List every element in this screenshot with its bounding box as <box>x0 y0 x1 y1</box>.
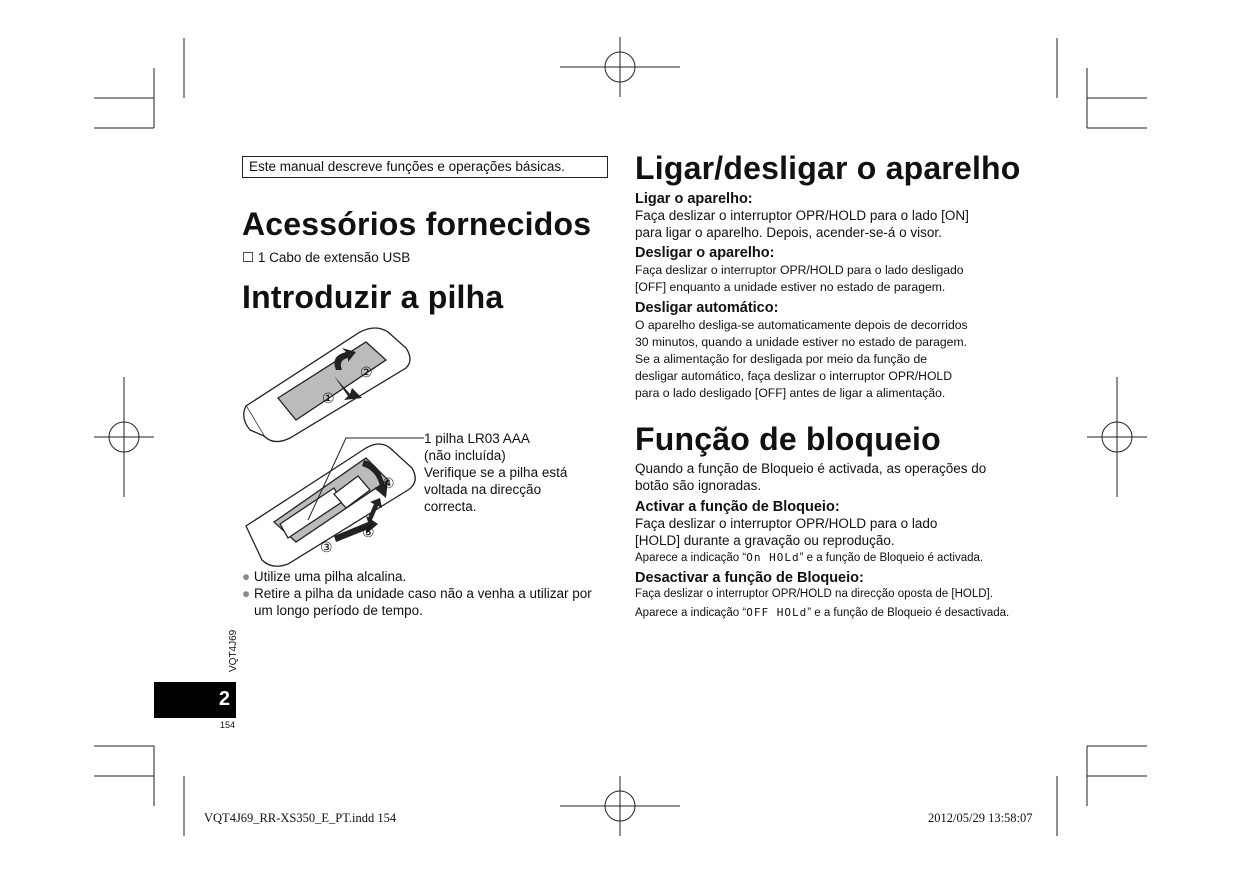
callout-line-4: voltada na direcção <box>424 482 542 497</box>
lock-deactivate-note: Aparece a indicação “OFF HOLd” e a função de Bloqueio é desactivada. <box>635 606 1010 619</box>
accessory-label: 1 Cabo de extensão USB <box>257 250 411 265</box>
callout-line-2: (não incluída) <box>424 448 506 463</box>
power-off-text: Faça deslizar o interruptor OPR/HOLD para o lado desligado [OFF] enquanto a unidade estiver no estado de paragem. <box>635 263 964 294</box>
auto-off-heading: Desligar automático: <box>635 300 779 316</box>
lock-deactivate-text: Faça deslizar o interruptor OPR/HOLD na direcção oposta de [HOLD]. <box>635 588 993 600</box>
callout-line-5: correcta. <box>424 499 477 514</box>
footer-timestamp: 2012/05/29 13:58:07 <box>928 811 1033 825</box>
battery-title: Introduzir a pilha <box>242 279 504 315</box>
lock-activate-heading: Activar a função de Bloqueio: <box>635 499 840 515</box>
lock-activate-note: Aparece a indicação “On HOLd” e a função de Bloqueio é activada. <box>635 551 984 564</box>
section-tab <box>154 682 236 718</box>
step-marker-5: ⑤ <box>362 524 375 540</box>
step-marker-1: ① <box>322 390 335 406</box>
manual-note-box: Este manual descreve funções e operações básicas. <box>242 156 608 178</box>
model-code: VQT4J69 <box>228 629 239 672</box>
lcd-display-off-hold: OFF HOLd <box>746 606 808 619</box>
step-marker-4: ④ <box>382 475 395 491</box>
lock-deactivate-heading: Desactivar a função de Bloqueio: <box>635 570 864 586</box>
power-on-text: Faça deslizar o interruptor OPR/HOLD para o lado [ON] para ligar o aparelho. Depois, acender-se-á o visor. <box>635 208 969 240</box>
tab-number: 2 <box>218 688 230 710</box>
footer-filename: VQT4J69_RR-XS350_E_PT.indd 154 <box>204 811 397 825</box>
power-title: Ligar/desligar o aparelho <box>635 150 1021 186</box>
power-on-heading: Ligar o aparelho: <box>635 191 753 207</box>
callout-line-1: 1 pilha LR03 AAA <box>424 431 530 446</box>
accessory-item <box>242 249 410 266</box>
callout-line <box>300 430 430 530</box>
lock-title: Função de bloqueio <box>635 421 941 457</box>
lock-intro: Quando a função de Bloqueio é activada, as operações do botão são ignoradas. <box>635 461 987 493</box>
step-marker-3: ③ <box>320 539 333 555</box>
lcd-display-on-hold: On HOLd <box>746 551 800 564</box>
checkbox-icon: ☐ <box>242 250 255 265</box>
battery-callout <box>424 430 567 515</box>
callout-line-3: Verifique se a pilha está <box>424 465 568 480</box>
lock-activate-text: Faça deslizar o interruptor OPR/HOLD para o lado [HOLD] durante a gravação ou reprodução. <box>635 516 938 548</box>
battery-bullet-1: ● Utilize uma pilha alcalina. <box>242 569 407 584</box>
bullet-dot-icon: ● <box>242 586 251 601</box>
accessories-title: Acessórios fornecidos <box>242 206 592 242</box>
page-number: 154 <box>220 720 236 730</box>
auto-off-text: O aparelho desliga-se automaticamente depois de decorridos 30 minutos, quando a unidade estiver no estado de paragem. Se a alimentação for desligada por meio da função de desligar automático, faça deslizar o interruptor OPR/HOLD para o lado desligado [OFF] antes de ligar a alimentação. <box>635 318 968 400</box>
bullet-dot-icon: ● <box>242 569 251 584</box>
battery-bullet-2: ● Retire a pilha da unidade caso não a venha a utilizar por um longo período de tempo. <box>242 586 592 618</box>
step-marker-2: ② <box>360 364 373 380</box>
power-off-heading: Desligar o aparelho: <box>635 245 775 261</box>
